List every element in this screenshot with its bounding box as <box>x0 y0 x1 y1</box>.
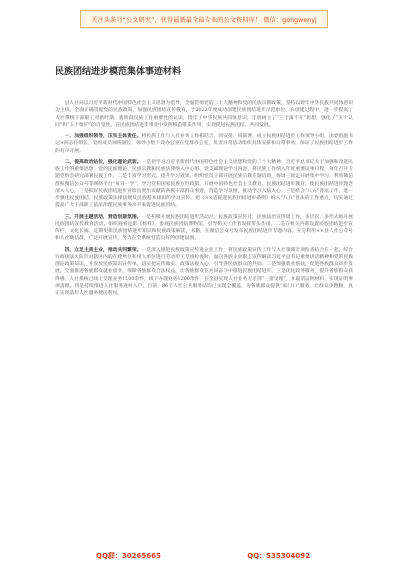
document-body <box>55 100 353 530</box>
footer-qq-number[interactable]: QQ：535304092 <box>247 552 310 560</box>
promo-banner-text: 关注头条号“公文研究”，获得最新最全最专业的公文资料库！ 微信：gongwenyj <box>91 16 317 24</box>
paragraph-lead: 四、立足主责主业，推动共同繁荣。 <box>64 246 142 253</box>
paragraph-text: 一是深入推进民族政策宣传进企业工作，将民族政策宣传工作与人社领域专项检查结合在一起，综合行政执法大队针对辖区内的在建单位和用人单位进行劳动用工专项检查时，面向各族企业职工宣传解读习近平总书记重要讲话精神和党的民族理论政策知识，并发放民族知识宣传单，切实把宣传做实、政策法规入心，引导各民族群众的共同。二是加强就业帮扶，促进各族群众同步发展，全面推进各族群众就业创业，保障各族群众合法权益，让各族群众在共同奋斗中推进民族团结进步。三是优化政务服务，提升各族群众获得感。人社系统已线上受理业务1100余件，线下办理业务1200余件，在全县实现人社业务无差别“一窗受理”，并取消证明材料，实现证明事项清理。四是持续推进人社服务进村入户，目前，86个人社公共服务站均已实现全覆盖，为各族群众提供“家门口”服务，让群众少跑腿，真正实现基层人社服务便民利民。 <box>55 247 353 296</box>
paragraph-text: 将民族工作与人社业务工作相结合，同安排、同部署，成立民族团结进步工作领导小组，由党组副书记×同志任组长，党组成员领班副长、领导小组下设办公室在党群办公室，负责日常活动组织具体安排和日常事务，保证了民族团结进步工作的有序开展。 <box>55 134 353 154</box>
paragraph-lead: 三、开展主题活动，营造创建氛围。 <box>64 213 142 220</box>
document-paragraph <box>55 247 353 298</box>
paragraph-lead: 一、加强组织领导，压实主体责任。 <box>64 133 142 139</box>
footer-qq-group[interactable]: QQ群：30265665 <box>96 552 161 560</box>
paragraph-text: 一是积极开展民族团结进步活动月，民族政策宣传月，民族法治宣传周工作，多层次、多形式地开展民族团结宣传教育活动，组织观看电影《榜样》，参观民族团结博物馆，引导机关工作者发挥带头作用。二是在机关内部设置民族团结进步宣传栏，文化长廊，定期更新民族团结进步知识和民族政策解读，书籍，在微信公众号发布民族团结进步专题内容，充分利用××县人社公众号和人社微信群，广泛开展宣传，努力在全系统营造良好的创建氛围。 <box>55 214 353 242</box>
document-paragraph <box>55 214 353 243</box>
document-paragraph <box>55 100 353 129</box>
document-paragraph <box>55 159 353 210</box>
footer-contact <box>96 550 310 562</box>
page-title: 民族团结进步模范集体事迹材料 <box>55 67 182 77</box>
promo-banner[interactable] <box>80 10 328 28</box>
paragraph-text: 一是把学习习近平新时代中国特色社会主义思想和党的二十大精神、习近平总书记关于加强和改进民族工作的重要思想、党的民族理论、民族宗教和民族法律纳入中心组、党支部理论学习内容，将民族工作纳入年度重要议事日程，每年召开专题党组会研究部署民族工作。二是丰富学习形式，提升学习效果。组织党员干部开展民族宗教专题培训，每周三固定开展集中学习，利用微信群和微信公众号等网络平台“每日一学”，学习党和国家民族方针政策，开展中国特色社会主义教育、民族团结进步教育，使民族团结进步理念深入人心。三是抓好民族团结进步业绩出突出贡献的各族干部群众事迹，营造学习氛围，推动学习入脑入心。三是结合“八五”普法工作，进一步强化民族团结、民族政策法律法规及民族基本知识的学习宣传，把《××省促进民族团结进步条例》纳入“八五”普法的工作重点，切实通过提高广大干部职工依法治理民族事务水平来促进民族团结。 <box>55 159 353 209</box>
document-paragraph <box>55 133 353 155</box>
paragraph-lead: 二、提高政治站位，强化理论武装。 <box>64 158 142 165</box>
paragraph-text: 县人社局以习近平新时代中国特色社会主义思想为指导，全面贯彻党的二十大精神和党的民族宗教政策，坚持以铸牢中华民族共同体意识为主线，全面正确贯彻党的民族政策，加强民族团结宣传教育，于2022年度成功创建民族团结进步示范单位，在创建过程中，进一步提高了人社系统干部职工对新时期、新阶段民族工作重要性的认识，铸牢了中华民族共同体意识，牢固树立了“三个离不开”思想，强化了“五个认同”和“五个维护”的自觉性，在民族团结进步事业中发挥模范带头作用，实现促进民族团结、共同发展。 <box>55 101 353 128</box>
